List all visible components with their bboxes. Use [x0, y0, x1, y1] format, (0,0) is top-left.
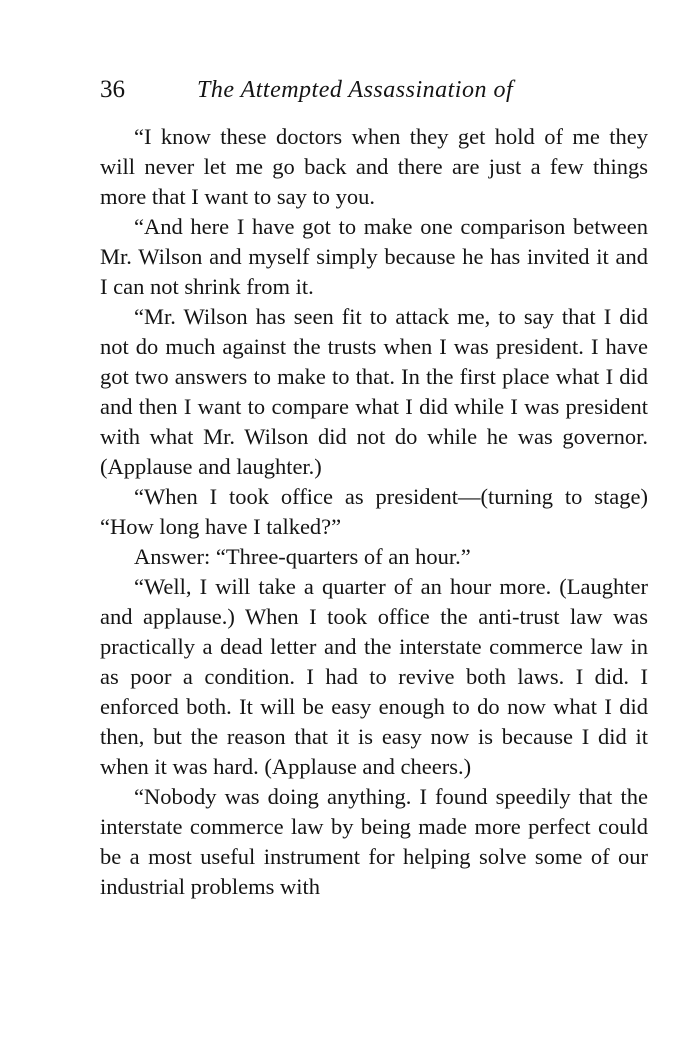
body-text [100, 122, 648, 902]
paragraph: “And here I have got to make one comparison between Mr. Wilson and myself simply because he has invited it and I can not shrink from it. [100, 214, 648, 299]
page-header [100, 76, 648, 116]
paragraph: “When I took office as president—(turning to stage) “How long have I talked?” [100, 484, 648, 539]
paragraph: “Well, I will take a quarter of an hour more. (Laughter and applause.) When I took office the anti-trust law was practically a dead letter and the interstate commerce law in as poor a condition. I had to revive both laws. I did. I enforced both. It will be easy enough to do now what I did then, but the reason that it is easy now is because I did it when it was hard. (Applause and cheers.) [100, 574, 648, 779]
book-page [100, 76, 648, 902]
running-title: The Attempted Assassination of [197, 77, 514, 103]
paragraph: “I know these doctors when they get hold of me they will never let me go back and there are just a few things more that I want to say to you. [100, 124, 648, 209]
paragraph: Answer: “Three-quarters of an hour.” [134, 544, 471, 569]
page-number: 36 [100, 76, 125, 103]
paragraph: “Nobody was doing anything. I found speedily that the interstate commerce law by being made more perfect could be a most useful instrument for helping solve some of our industrial problems with [100, 784, 648, 899]
paragraph: “Mr. Wilson has seen fit to attack me, to say that I did not do much against the trusts when I was president. I have got two answers to make to that. In the first place what I did and then I want to compare what I did while I was president with what Mr. Wilson did not do while he was governor. (Applause and laughter.) [100, 304, 648, 479]
